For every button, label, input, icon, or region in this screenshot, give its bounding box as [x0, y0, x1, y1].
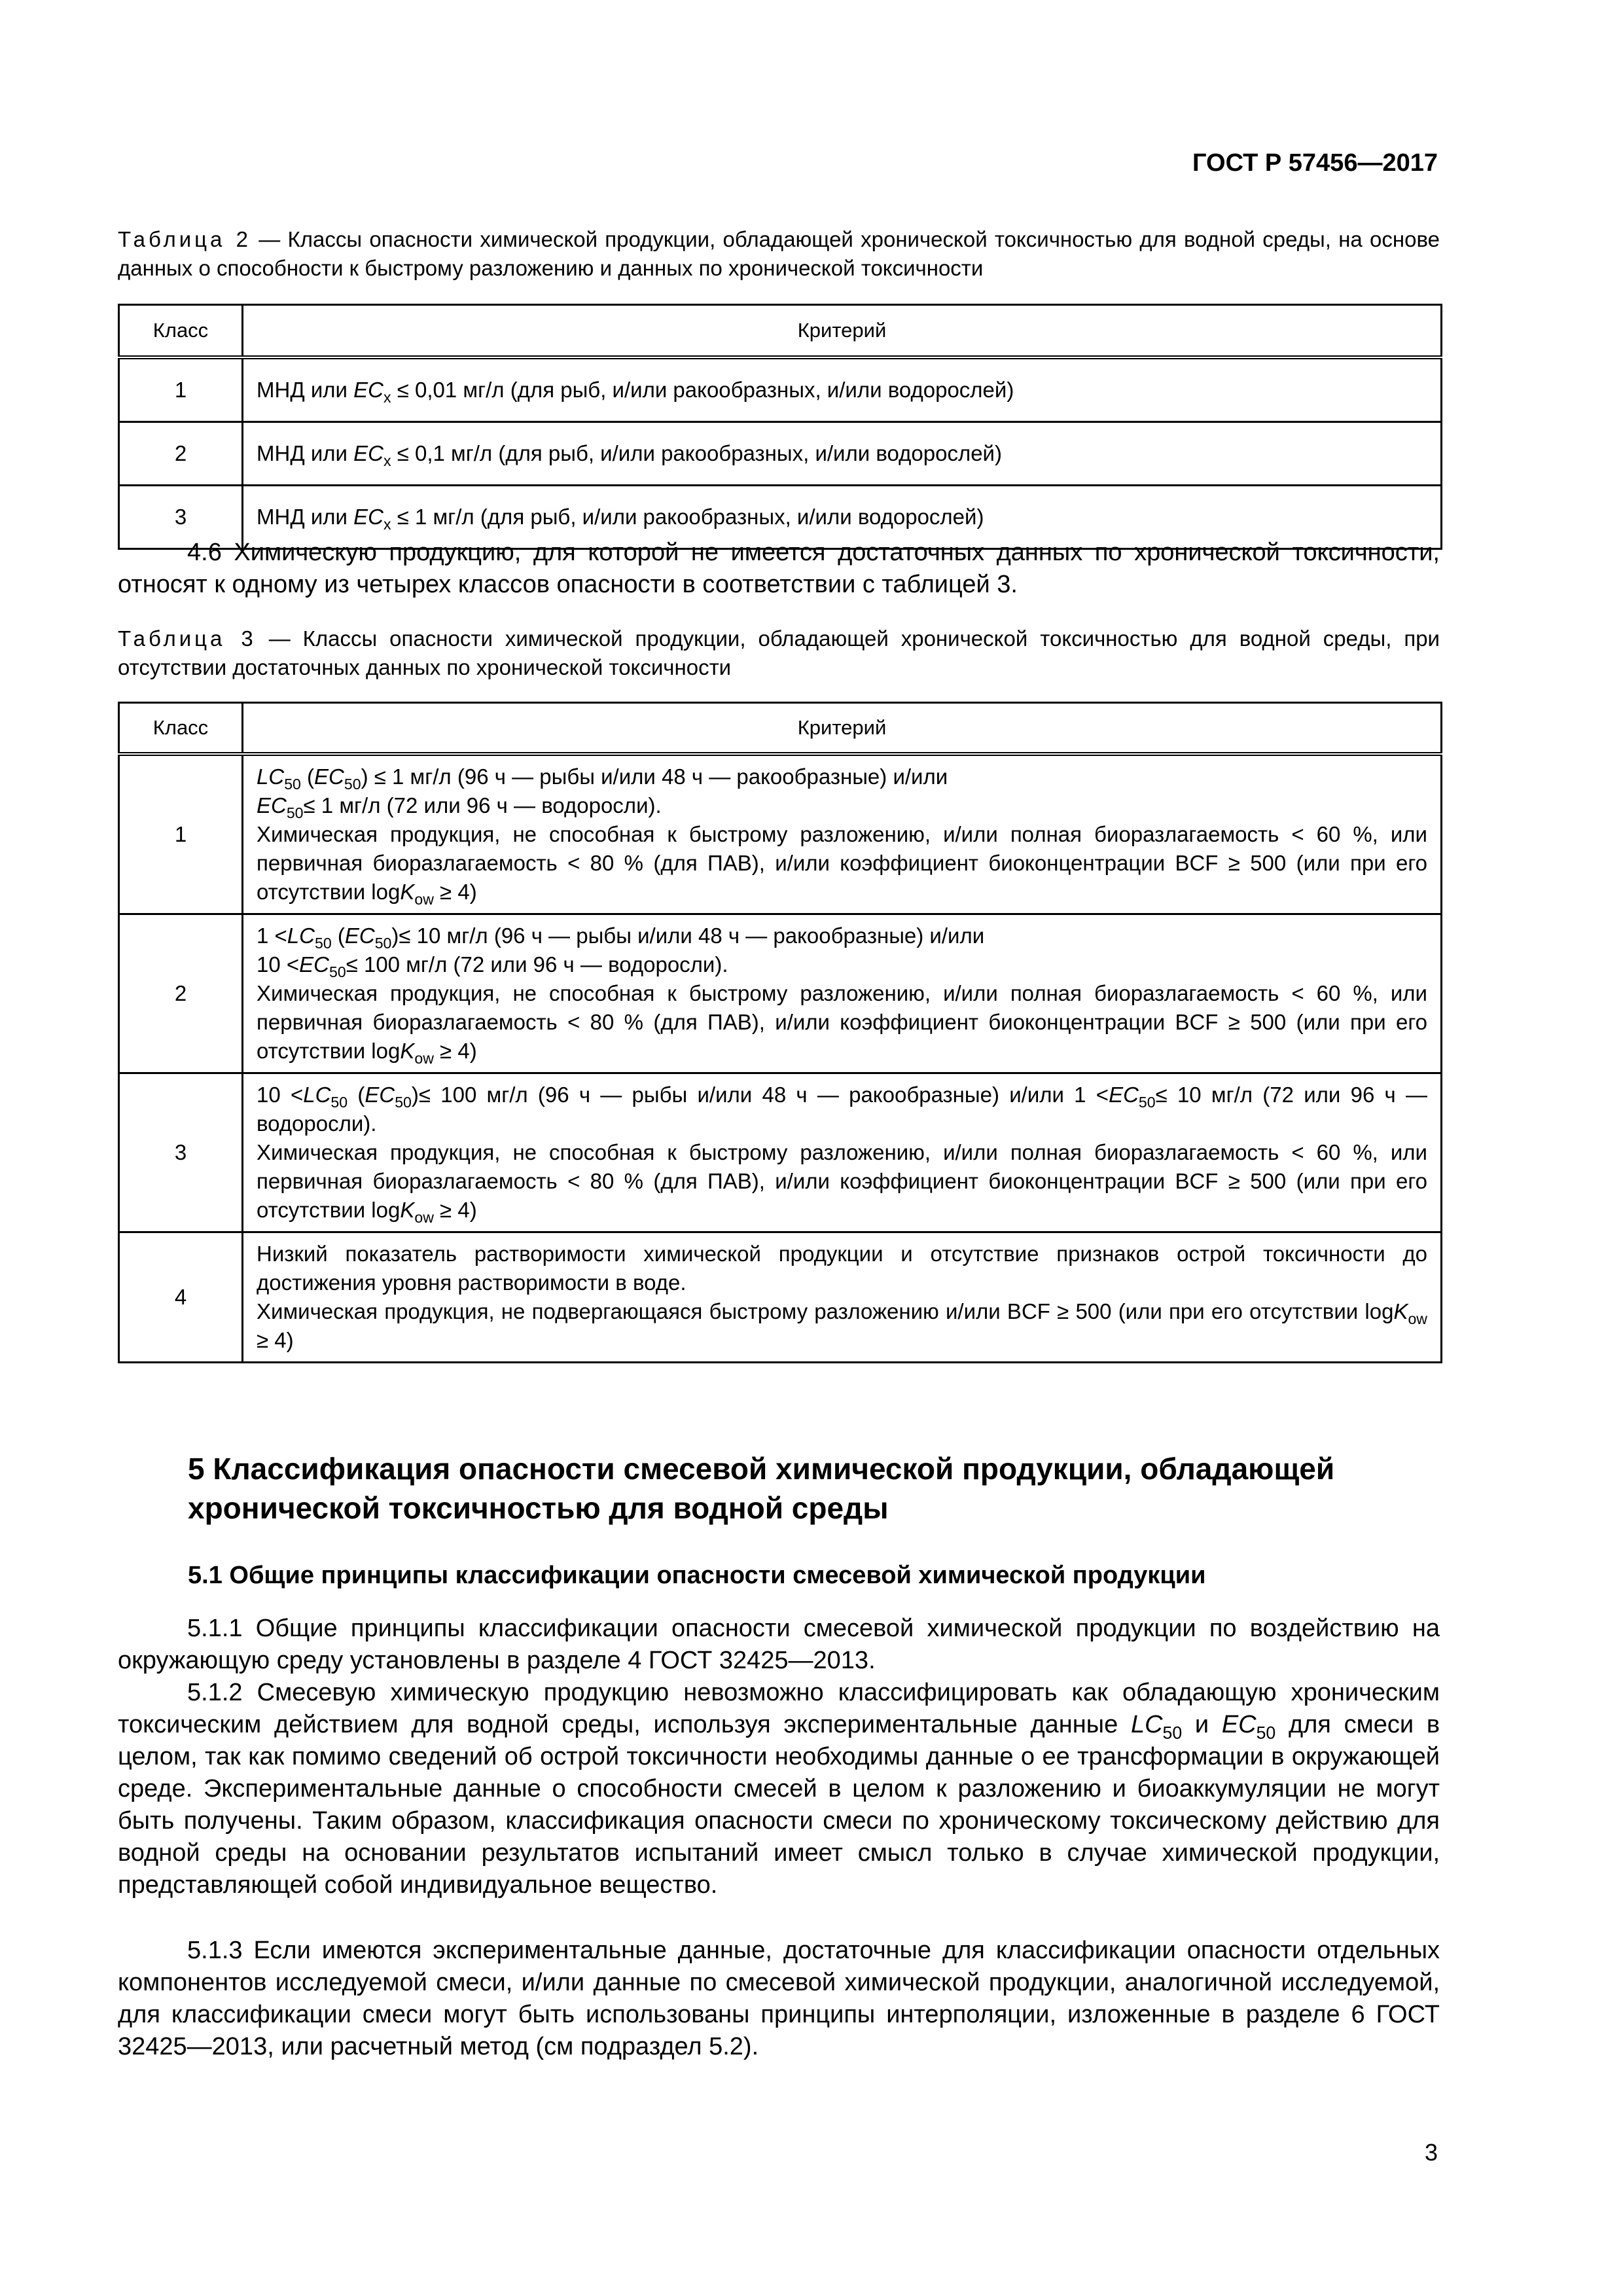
- criterion-text: ≥ 4): [433, 1039, 477, 1063]
- criterion-text: (: [300, 764, 315, 789]
- criterion-var: EC: [353, 378, 383, 402]
- criterion-line: Низкий показатель растворимости химической продукции и отсутствие признаков острой токсичности до достижения уровня растворимости в воде.: [257, 1242, 1427, 1295]
- criterion-text: МНД или: [257, 441, 354, 465]
- criterion-text: 10 <: [257, 1083, 304, 1107]
- criterion-sub: 50: [1138, 1094, 1156, 1111]
- criterion-cell: [243, 1073, 1442, 1232]
- criterion-text: ≤ 1 мг/л (для рыб, и/или ракообразных, и/или водорослей): [391, 505, 984, 529]
- criterion-text: МНД или: [257, 378, 354, 402]
- criterion-sub: 50: [395, 1094, 412, 1111]
- criterion-var: K: [400, 1039, 415, 1063]
- criterion-var: EC: [353, 441, 383, 465]
- criterion-text: (: [348, 1083, 365, 1107]
- paragraph-5-1-3: [118, 1935, 1440, 2063]
- paragraph-text: и: [1182, 1711, 1222, 1738]
- criterion-text: ≤ 0,01 мг/л (для рыб, и/или ракообразных, и/или водорослей): [391, 378, 1014, 402]
- criterion-sub: 50: [329, 963, 346, 981]
- table3-caption-label: Таблица 3: [118, 626, 257, 651]
- criterion-var: LC: [287, 924, 315, 948]
- table2-header-row: [119, 305, 1442, 358]
- criterion-line: [257, 820, 1427, 906]
- paragraph-var: LC: [1130, 1711, 1163, 1738]
- criterion-cell: [243, 914, 1442, 1073]
- paragraph-text: 4.6 Химическую продукцию, для которой не имеется достаточных данных по хронической токсичности, относят к одному из четырех классов опасности в соответствии с таблицей 3.: [118, 539, 1440, 598]
- table3: [118, 702, 1442, 1363]
- criterion-sub: 50: [330, 1094, 348, 1111]
- table-row: [119, 357, 1442, 422]
- criterion-sub: 50: [314, 935, 332, 952]
- paragraph-sub: 50: [1256, 1723, 1276, 1743]
- criterion-sub: ow: [1408, 1310, 1427, 1328]
- criterion-var: EC: [299, 952, 329, 977]
- section-5-1-heading: 5.1 Общие принципы классификации опасности смесевой химической продукции: [188, 1562, 1206, 1589]
- table2: [118, 304, 1442, 550]
- paragraph-text: для смеси в целом, так как помимо сведений об острой токсичности необходимы данные о ее трансформации в окружающей среде. Экспериментальные данные о способности смесей в целом к разложению и биоаккумуляции не могут быть получены. Таким образом, классификация опасности смеси по хроническому токсическому действию для водной среды на основании результатов испытаний имеет смысл только в случае химической продукции, представляющей собой индивидуальное вещество.: [118, 1711, 1440, 1899]
- criterion-var: EC: [344, 924, 375, 948]
- table2-col-class: Класс: [119, 305, 243, 358]
- criterion-var: K: [400, 1198, 415, 1222]
- criterion-sub: ow: [414, 891, 434, 908]
- criterion-text: ≤ 100 мг/л (72 или 96 ч — водоросли).: [346, 952, 728, 977]
- criterion-text: ≤ 1 мг/л (72 или 96 ч — водоросли).: [303, 793, 662, 817]
- criterion-text: Химическая продукция, не способная к быстрому разложению, и/или полная биоразлагаемость < 60 %, или первичная биоразлагаемость < 80 % (для ПАВ), и/или коэффициент биоконцентрации BCF ≥ 500 (или при его отсутствии log: [257, 1140, 1427, 1222]
- criterion-var: EC: [1109, 1083, 1139, 1107]
- table3-header-row: [119, 703, 1442, 755]
- criterion-var: EC: [365, 1083, 395, 1107]
- table-row: [119, 914, 1442, 1073]
- criterion-sub: 50: [344, 776, 361, 793]
- criterion-sub: ow: [414, 1050, 434, 1067]
- table3-caption-text: — Классы опасности химической продукции, обладающей хронической токсичностью для водной среды, при отсутствии достаточных данных по хронической токсичности: [118, 626, 1440, 679]
- criterion-text: 1 <: [257, 924, 287, 948]
- criterion-line: [257, 979, 1427, 1066]
- criterion-text: ≥ 4): [433, 880, 477, 904]
- criterion-text: )≤ 10 мг/л (96 ч — рыбы и/или 48 ч — ракообразные) и/или: [391, 924, 985, 948]
- criterion-line: [257, 762, 1427, 791]
- table3-col-criterion: Критерий: [243, 703, 1442, 755]
- criterion-sub: x: [383, 516, 391, 533]
- table2-caption: [118, 225, 1440, 283]
- criterion-cell: [243, 754, 1442, 914]
- paragraph-4-6: [118, 537, 1440, 601]
- class-cell: 3: [119, 1073, 243, 1232]
- table2-caption-label: Таблица 2: [118, 227, 252, 251]
- section-5-heading: 5 Классификация опасности смесевой химической продукции, обладающей хронической токсичностью для водной среды: [188, 1452, 1335, 1525]
- paragraph-text: 5.1.1 Общие принципы классификации опасности смесевой химической продукции по воздействию на окружающую среду установлены в разделе 4 ГОСТ 32425—2013.: [118, 1615, 1440, 1674]
- class-cell: 4: [119, 1232, 243, 1363]
- table3-col-class: Класс: [119, 703, 243, 755]
- criterion-sub: 50: [374, 935, 392, 952]
- criterion-sub: ow: [414, 1209, 434, 1227]
- class-cell: 1: [119, 754, 243, 914]
- paragraph-text: 5.1.2 Смесевую химическую продукцию невозможно классифицировать как обладающую хроническим токсическим действием для водной среды, используя экспериментальные данные: [118, 1679, 1440, 1738]
- criterion-line: [257, 1297, 1427, 1355]
- criterion-text: 10 <: [257, 952, 300, 977]
- criterion-sub: x: [383, 389, 391, 406]
- table2-col-criterion: Критерий: [243, 305, 1442, 358]
- class-cell: 2: [119, 422, 243, 486]
- paragraph-text: 5.1.3 Если имеются экспериментальные данные, достаточные для классификации опасности отдельных компонентов исследуемой смеси, и/или данные по смесевой химической продукции, аналогичной исследуемой, для классификации смеси могут быть использованы принципы интерполяции, изложенные в разделе 6 ГОСТ 32425—2013, или расчетный метод (см подраздел 5.2).: [118, 1937, 1440, 2060]
- criterion-sub: 50: [284, 776, 301, 793]
- table2-caption-text: — Классы опасности химической продукции, обладающей хронической токсичностью для водной среды, на основе данных о способности к быстрому разложению и данных по хронической токсичности: [118, 227, 1440, 280]
- criterion-sub: x: [383, 452, 391, 470]
- criterion-text: Химическая продукция, не подвергающаяся быстрому разложению и/или BCF ≥ 500 (или при его отсутствии log: [257, 1299, 1394, 1323]
- class-cell: 1: [119, 357, 243, 422]
- class-cell: 2: [119, 914, 243, 1073]
- criterion-var: LC: [303, 1083, 331, 1107]
- paragraph-sub: 50: [1162, 1723, 1183, 1743]
- criterion-text: )≤ 100 мг/л (96 ч — рыбы и/или 48 ч — ракообразные) и/или 1 <: [411, 1083, 1109, 1107]
- table-row: [119, 754, 1442, 914]
- class-cell: 3: [119, 486, 243, 549]
- table-row: [119, 422, 1442, 486]
- criterion-text: ≥ 4): [433, 1198, 477, 1222]
- criterion-var: EC: [257, 793, 287, 817]
- table-row: [119, 1073, 1442, 1232]
- criterion-var: LC: [257, 764, 285, 789]
- paragraph-5-1-1: [118, 1613, 1440, 1677]
- criterion-var: K: [1393, 1299, 1408, 1323]
- criterion-var: EC: [314, 764, 344, 789]
- criterion-text: Химическая продукция, не способная к быстрому разложению, и/или полная биоразлагаемость < 60 %, или первичная биоразлагаемость < 80 % (для ПАВ), и/или коэффициент биоконцентрации BCF ≥ 500 (или при его отсутствии log: [257, 822, 1427, 904]
- criterion-line: [257, 1138, 1427, 1225]
- table-row: [119, 1232, 1442, 1363]
- criterion-text: (: [331, 924, 345, 948]
- criterion-line: [257, 950, 1427, 979]
- criterion-text: МНД или: [257, 505, 354, 529]
- document-code: ГОСТ Р 57456—2017: [1192, 149, 1438, 177]
- criterion-text: ≤ 0,1 мг/л (для рыб, и/или ракообразных, и/или водорослей): [391, 441, 1002, 465]
- criterion-text: ≤ 10 мг/л (72 или 96 ч — водоросли).: [257, 1083, 1427, 1136]
- criterion-sub: 50: [286, 804, 304, 822]
- criterion-cell: [243, 357, 1442, 422]
- criterion-text: ≥ 4): [257, 1328, 294, 1352]
- criterion-text: ) ≤ 1 мг/л (96 ч — рыбы и/или 48 ч — ракообразные) и/или: [361, 764, 948, 789]
- criterion-cell: [243, 1232, 1442, 1363]
- criterion-text: Химическая продукция, не способная к быстрому разложению, и/или полная биоразлагаемость < 60 %, или первичная биоразлагаемость < 80 % (для ПАВ), и/или коэффициент биоконцентрации BCF ≥ 500 (или при его отсутствии log: [257, 981, 1427, 1063]
- criterion-var: K: [400, 880, 415, 904]
- criterion-var: EC: [353, 505, 383, 529]
- criterion-line: [257, 791, 1427, 820]
- table3-caption: [118, 624, 1440, 682]
- criterion-line: [257, 922, 1427, 950]
- paragraph-var: EC: [1221, 1711, 1257, 1738]
- criterion-line: [257, 1081, 1427, 1138]
- paragraph-5-1-2: [118, 1677, 1440, 1901]
- page-number: 3: [1424, 2139, 1438, 2166]
- criterion-cell: [243, 422, 1442, 486]
